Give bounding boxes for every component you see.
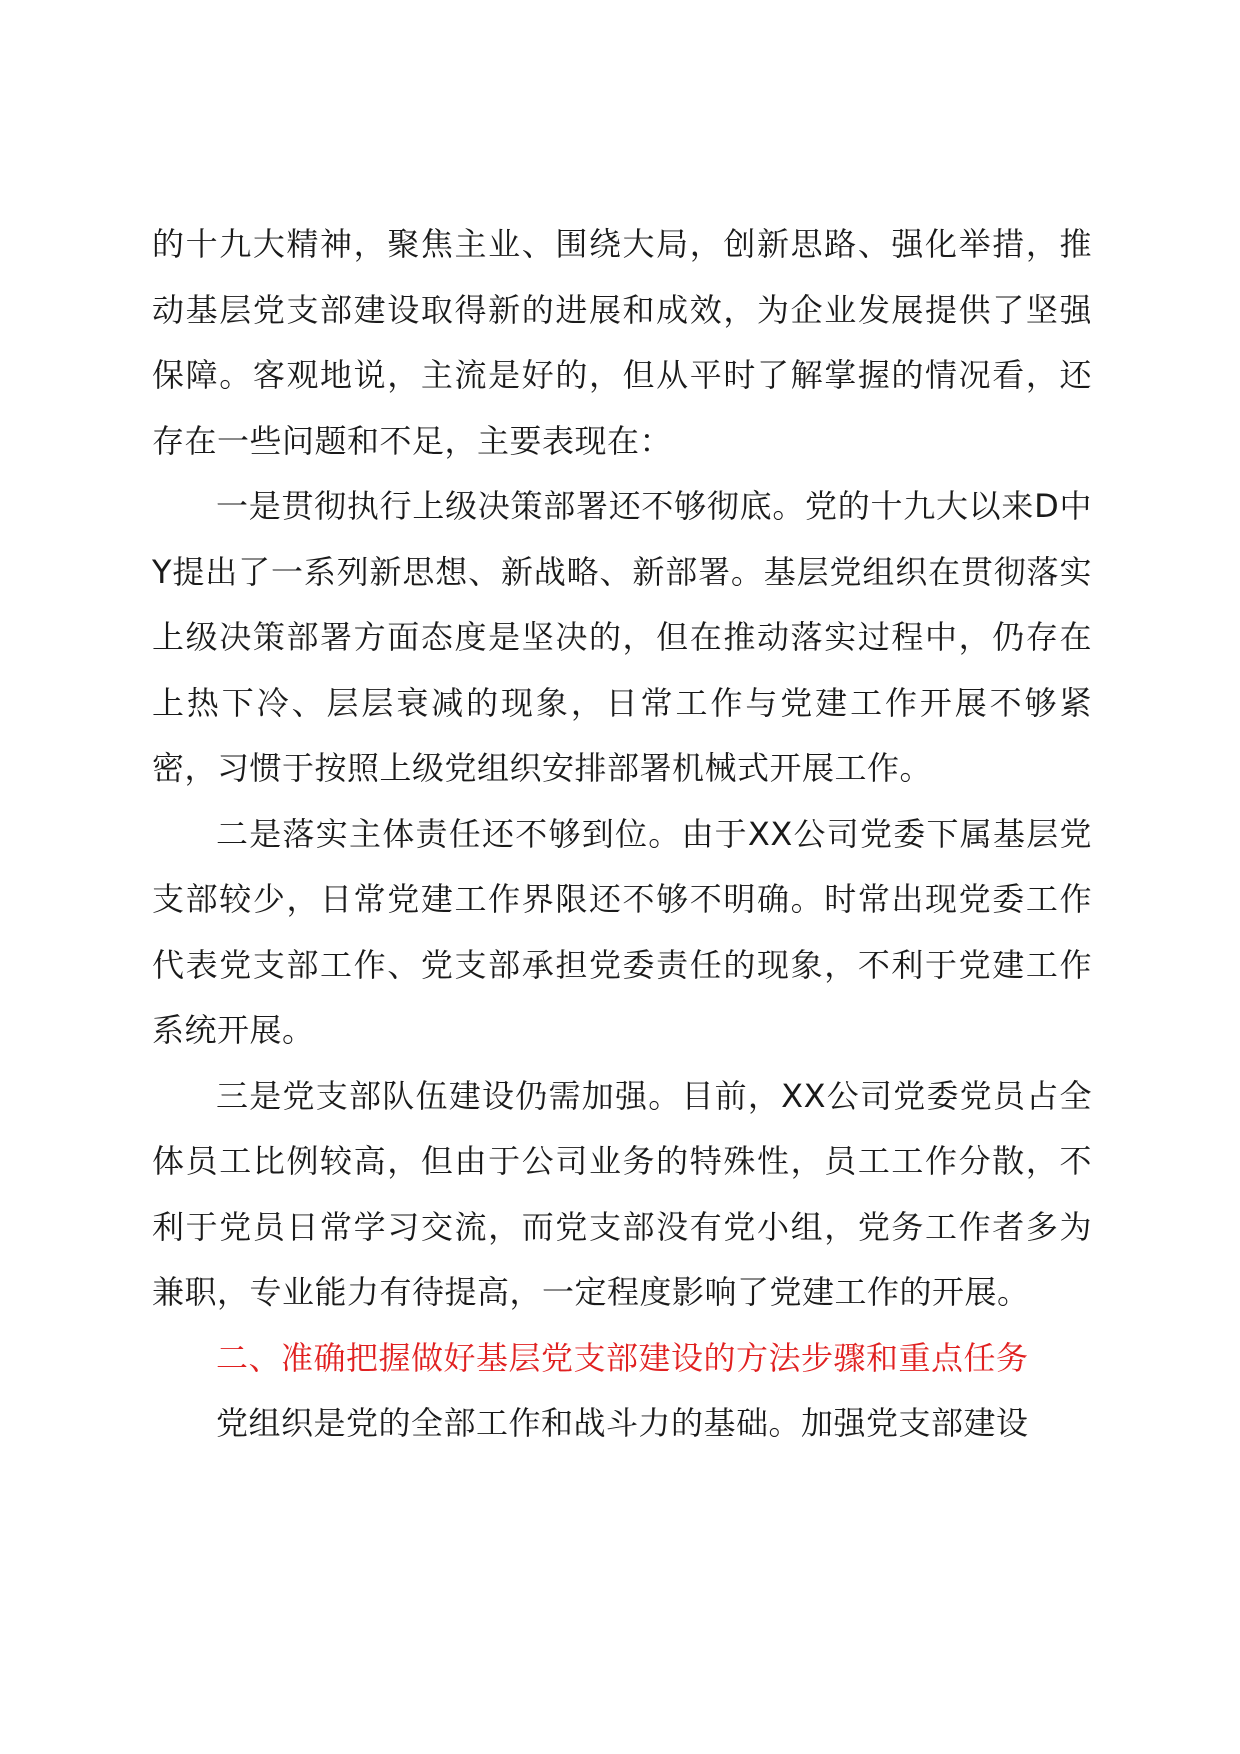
paragraph-point-three: 三是党支部队伍建设仍需加强。目前，XX公司党委党员占全体员工比例较高，但由于公司业务的特殊性，员工工作分散，不利于党员日常学习交流，而党支部没有党小组，党务工作者多为兼职，专业能力有待提高，一定程度影响了党建工作的开展。 bbox=[152, 1076, 1092, 1311]
paragraph-point-one: 一是贯彻执行上级决策部署还不够彻底。党的十九大以来D中Y提出了一系列新思想、新战略、新部署。基层党组织在贯彻落实上级决策部署方面态度是坚决的，但在推动落实过程中，仍存在上热下冷、层层衰减的现象，日常工作与党建工作开展不够紧密，习惯于按照上级党组织安排部署机械式开展工作。 bbox=[152, 487, 1092, 787]
paragraph-final: 党组织是党的全部工作和战斗力的基础。加强党支部建设 bbox=[216, 1404, 1029, 1442]
section-heading: 二、准确把握做好基层党支部建设的方法步骤和重点任务 bbox=[216, 1338, 1029, 1377]
paragraph-continuation: 的十九大精神，聚焦主业、围绕大局，创新思路、强化举措，推动基层党支部建设取得新的进展和成效，为企业发展提供了坚强保障。客观地说，主流是好的，但从平时了解掌握的情况看，还存在一些问题和不足，主要表现在： bbox=[152, 225, 1092, 460]
paragraph-point-two: 二是落实主体责任还不够到位。由于XX公司党委下属基层党支部较少，日常党建工作界限还不够不明确。时常出现党委工作代表党支部工作、党支部承担党委责任的现象，不利于党建工作系统开展。 bbox=[152, 814, 1092, 1049]
document-body bbox=[152, 212, 1092, 1457]
